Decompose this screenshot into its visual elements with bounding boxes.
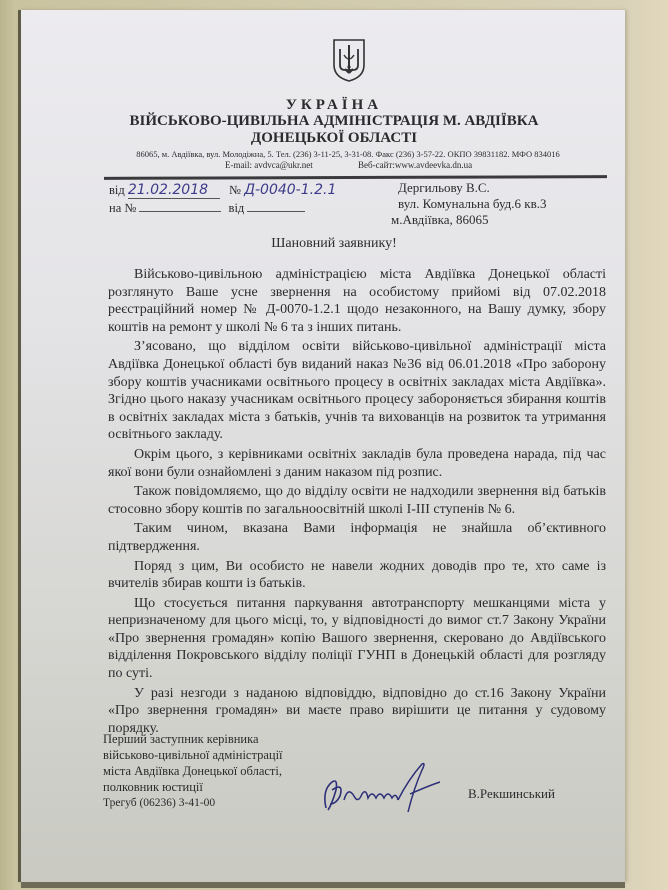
outgoing-registration	[109, 182, 336, 199]
paragraph: Таким чином, вказана Вами інформація не знайшла об’єктивного підтвердження.	[108, 521, 606, 554]
signatory-title-line2: військово-цивільної адміністрації	[103, 748, 283, 762]
reply-from-label: від	[228, 201, 245, 215]
paragraph: З’ясовано, що відділом освіти військово-цивільної адміністрації міста Авдіївка Донецької області був виданий наказ №36 від 06.01.2018 «Про заборону збору коштів учасниками освітнього процесу в освітніх закладах міста Авдіївка». Згідно цього наказу учасникам освітнього процесу забороняється збирання коштів в освітніх закладах міста з батьків, учнів та вихованців на розвиток та утримання освітнього закладу.	[108, 339, 606, 443]
signatory-rank: полковник юстиції	[103, 780, 203, 794]
reply-date-blank	[247, 199, 305, 212]
outgoing-date: 21.02.2018	[128, 182, 220, 199]
letterhead-address: 86065, м. Авдіївка, вул. Молодіжна, 5. Тел. (236) 3-11-25, 3-31-08. Факс (236) 3-57-22. ОКПО 39831182. МФО 834016	[136, 149, 560, 159]
addressee-street: вул. Комунальна буд.6 кв.3	[398, 196, 547, 211]
reply-reference	[109, 199, 305, 216]
letterhead-region: ДОНЕЦЬКОЇ ОБЛАСТІ	[250, 130, 418, 146]
paragraph: У разі незгоди з наданою відповіддю, відповідно до ст.16 Закону України «Про звернення громадян» ви маєте право вирішити це питання у судовому порядку.	[108, 685, 606, 736]
reply-to-label: на №	[109, 201, 137, 215]
addressee-name: Дергильову В.С.	[398, 180, 490, 195]
signatory-block	[103, 731, 283, 811]
number-label: №	[229, 183, 241, 197]
letter-body	[108, 266, 606, 739]
signatory-title-line1: Перший заступник керівника	[103, 732, 259, 746]
letterhead-website: Веб-сайт:www.avdeevka.dn.ua	[358, 160, 473, 170]
signer-name: В.Рекшинський	[468, 786, 555, 801]
paragraph: Поряд з цим, Ви особисто не навели жодних доводів про те, хто саме із вчителів збирав кошти із батьків.	[108, 558, 606, 592]
reply-number-blank	[139, 199, 221, 212]
greeting: Шановний заявнику!	[271, 236, 397, 251]
paragraph: Окрім цього, з керівниками освітніх закладів була проведена нарада, під час якої вони були ознайомлені з даним наказом під розпис.	[108, 446, 606, 480]
paragraph: Військово-цивільною адміністрацією міста Авдіївка Донецької області розглянуто Ваше усне звернення на особистому прийомі від 07.02.2018 реєстраційний номер № Д-0070-1.2.1 щодо незаконного, на Вашу думку, збору коштів на ремонт у школі № 6 та з інших питань.	[108, 267, 606, 335]
from-label: від	[109, 183, 125, 197]
letterhead-organization: ВІЙСЬКОВО-ЦИВІЛЬНА АДМІНІСТРАЦІЯ М. АВДІЇВКА	[129, 113, 539, 129]
paragraph: Також повідомляємо, що до відділу освіти не надходили звернення від батьків стосовно збору коштів по загальноосвітній школі І-ІІІ ступенів № 6.	[108, 484, 606, 517]
tryzub-coat-of-arms-icon	[331, 37, 367, 83]
paragraph: Що стосується питання паркування автотранспорту мешканцями міста у непризначеному для цього місці, то, у відповідності до вимог ст.7 Закону України «Про звернення громадян» копію Вашого звернення, скеровано до Авдіївського відділення Покровського відділу поліції ГУНП в Донецькій області для розгляду по суті.	[108, 595, 606, 682]
letterhead-country: УКРАЇНА	[285, 97, 383, 113]
signatory-title-line3: міста Авдіївка Донецької області,	[103, 764, 282, 778]
addressee-city: м.Авдіївка, 86065	[391, 212, 489, 227]
handwritten-signature-icon	[318, 760, 448, 816]
letterhead-email: E-mail: avdvca@ukr.net	[225, 160, 313, 170]
outgoing-number: Д-0040-1.2.1	[244, 182, 337, 198]
executor-phone: Трегуб (06236) 3-41-00	[103, 797, 216, 809]
